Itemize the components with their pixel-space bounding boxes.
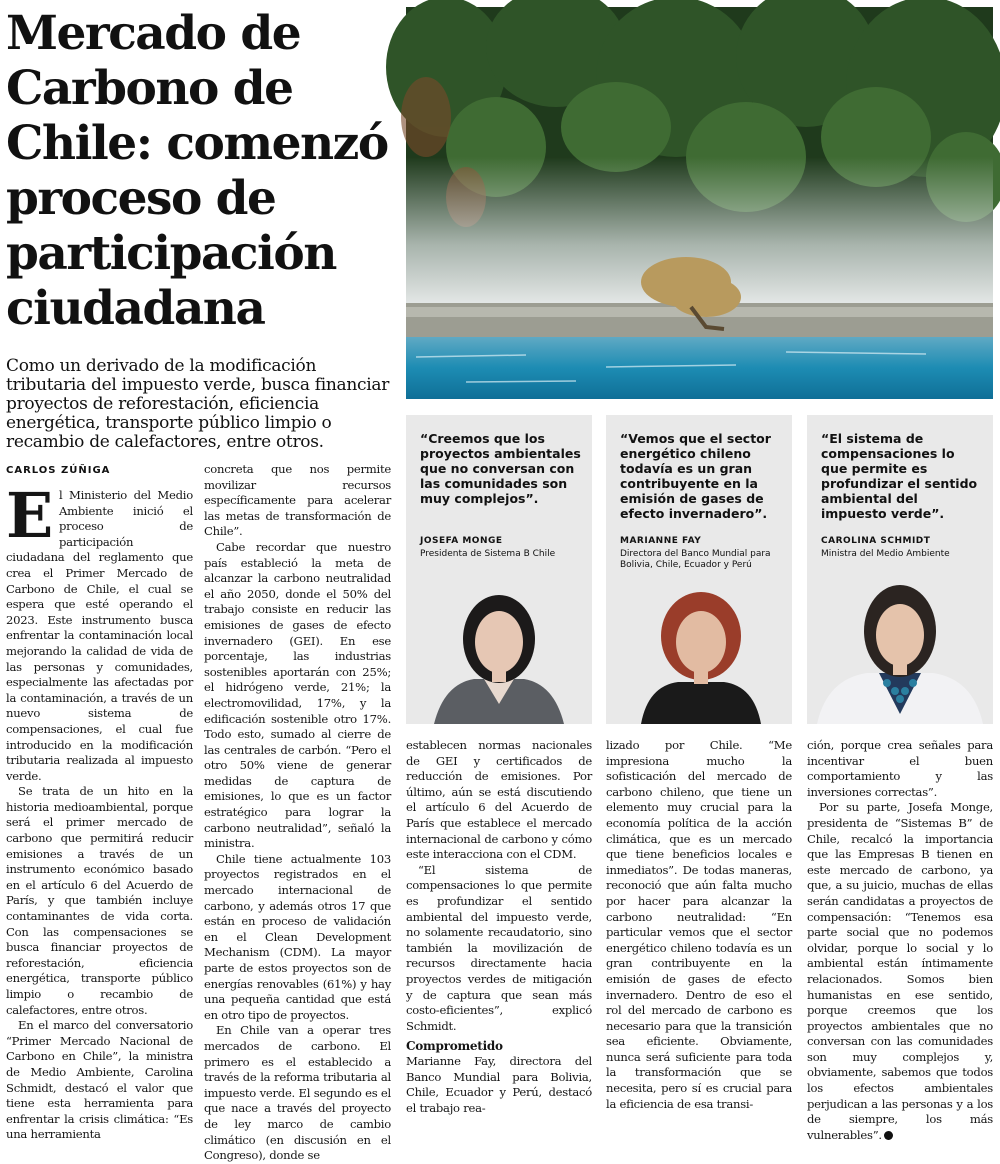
body-column-2 (204, 462, 391, 1164)
portrait-photo (434, 584, 564, 724)
quote-role: Ministra del Medio Ambiente (821, 549, 950, 559)
subhead: Comprometido (406, 1039, 503, 1054)
paragraph: establecen normas nacionales de GEI y certificados de reducción de emisiones. Por último, aún se está discutiendo el artículo 6 del Acuerdo de París que establece el mercado internacional de carbono y cómo este interacciona con el CDM. (406, 738, 592, 862)
headline-line: Chile: comenzó (6, 116, 388, 171)
paragraph: Se trata de un hito en la historia medioambiental, porque será el primer mercado de carbono que permitirá reducir emisiones a través de un instrumento económico basado en el artículo 6 del Acuerdo de París, y que también incluye contaminantes de vida corta. Con las compensaciones se busca financiar proyectos de reforestación, eficiencia energética, transporte público limpio o recambio de calefactores, entre otros. (6, 784, 193, 1017)
article-deck: Como un derivado de la modificación tributaria del impuesto verde, busca financiar proyectos de reforestación, eficiencia energética, transporte público limpio o recambio de calefactores, entre otros. (6, 356, 390, 452)
headline-line: participación (6, 226, 336, 281)
paragraph: l Ministerio del Medio Ambiente inició el proceso de participación ciudadana del reglamento que crea el Primer Mercado de Carbono de Chile, el cual se espera que esté operando el 2023. Este instrumento busca enfrentar la contaminación local mejorando la calidad de vida de las personas y comunidades, especialmente las afectadas por la contaminación, a través de un nuevo sistema de compensaciones, el cual fue introducido en la modificación tributaria realizada al impuesto verde. (6, 488, 193, 783)
body-column-5 (807, 738, 993, 1143)
paragraph: “El sistema de compensaciones lo que permite es profundizar el sentido ambiental del impuesto verde, no solamente recaudatorio, sino también la movilización de recursos directamente hacia proyectos verdes de mitigación y de captura que sean más costo-eficientes”, explicó Schmidt. (406, 862, 592, 1033)
portrait-photo (817, 579, 983, 724)
quote-box-carolina-schmidt (807, 415, 993, 724)
quote-box-marianne-fay (606, 415, 792, 724)
end-mark-icon (884, 1131, 893, 1140)
paragraph: concreta que nos permite movilizar recursos específicamente para acelerar las metas de transformación de Chile”. (204, 462, 391, 539)
quote-role: Directora del Banco Mundial para Bolivia, Chile, Ecuador y Perú (620, 549, 771, 570)
body-column-3 (406, 738, 592, 1117)
paragraph: ción, porque crea señales para incentivar el buen comportamiento y las inversiones correctas”. (807, 738, 993, 799)
body-column-4 (606, 738, 792, 1112)
pull-quote: “Vemos que el sector energético chileno todavía es un gran contribuyente en la emisión de gases de efecto invernadero”. (620, 431, 771, 521)
paragraph: Chile tiene actualmente 103 proyectos registrados en el mercado internacional de carbono, y además otros 17 que están en proceso de validación en el Clean Development Mechanism (CDM). La mayor parte de estos proyectos son de energías renovables (61%) y hay una pequeña cantidad que está en otro tipo de proyectos. (204, 851, 391, 1022)
headline-line: Carbono de (6, 61, 293, 116)
byline: CARLOS ZÚÑIGA (6, 465, 111, 476)
paragraph: Marianne Fay, directora del Banco Mundial para Bolivia, Chile, Ecuador y Perú, destacó el trabajo rea- (406, 1054, 592, 1116)
headline-line: Mercado de (6, 6, 301, 61)
headline-line: ciudadana (6, 281, 265, 336)
quote-role: Presidenta de Sistema B Chile (420, 549, 556, 559)
paragraph (807, 800, 993, 1143)
paragraph-text: Por su parte, Josefa Monge, presidenta de “Sistemas B” de Chile, recalcó la importancia que las Empresas B tienen en este mercado de carbono, ya que, a su juicio, muchas de ellas serán candidatas a proyectos de compensación: “Tenemos esa parte social que no podemos olvidar, porque lo social y lo ambiental están íntimamente relacionados. Somos bien humanistas en ese sentido, porque creemos que los proyectos ambientales que no conversan con las comunidades son muy complejos y, obviamente, sabemos que todos los efectos ambientales perjudican a las personas y a los de siempre, los más vulnerables”. (807, 800, 993, 1142)
paragraph: Cabe recordar que nuestro país estableció la meta de alcanzar la carbono neutralidad el año 2050, donde el 50% del trabajo consiste en reducir las emisiones de gases de efecto invernadero (GEI). En ese porcentaje, las industrias sostenibles aportarán con 25%; el hidrógeno verde, 21%; la electromovilidad, 17%, y la edificación sostenible otro 17%. Todo esto, sumado al cierre de las centrales de carbón. “Pero el otro 50% viene de generar medidas de captura de emisiones, lo que es un factor estratégico para lograr la carbono neutralidad”, señaló la ministra. (204, 539, 391, 851)
quote-box-josefa-monge (406, 415, 592, 724)
lake-forest-photo (406, 7, 993, 399)
quote-name: CAROLINA SCHMIDT (821, 536, 931, 546)
pull-quote: “El sistema de compensaciones lo que permite es profundizar el sentido ambiental del impuesto verde”. (821, 431, 978, 521)
headline-line: proceso de (6, 171, 276, 226)
body-column-1 (6, 479, 193, 1143)
portrait-photo (636, 584, 766, 724)
paragraph: lizado por Chile. “Me impresiona mucho la sofisticación del mercado de carbono chileno, que tiene un elemento muy crucial para la economía política de la acción climática, que es un mercado que tiene beneficios locales e inmediatos”. De todas maneras, reconoció que aún falta mucho por hacer para alcanzar la carbono neutralidad: “En particular vemos que el sector energético chileno todavía es un gran contribuyente en la emisión de gases de efecto invernadero. Dentro de eso el rol del mercado de carbono es necesario para que la transición sea eficiente. Obviamente, nunca será suficiente para toda la transformación que se necesita, pero sí es crucial para la eficiencia de esa transi- (606, 738, 792, 1111)
paragraph: En Chile van a operar tres mercados de carbono. El primero es el establecido a través de la reforma tributaria al impuesto verde. El segundo es el que nace a través del proyecto de ley marco de cambio climático (en discusión en el Congreso), donde se (204, 1023, 391, 1163)
paragraph: En el marco del conversatorio “Primer Mercado Nacional de Carbono en Chile”, la ministra de Medio Ambiente, Carolina Schmidt, destacó el valor que tiene esta herramienta para enfrentar la crisis climática: “Es una herramienta (6, 1018, 193, 1142)
pull-quote: “Creemos que los proyectos ambientales que no conversan con las comunidades son muy complejos”. (420, 431, 581, 506)
quote-name: JOSEFA MONGE (420, 536, 503, 546)
quote-name: MARIANNE FAY (620, 536, 702, 546)
drop-cap: E (6, 479, 54, 552)
headline (6, 6, 401, 336)
